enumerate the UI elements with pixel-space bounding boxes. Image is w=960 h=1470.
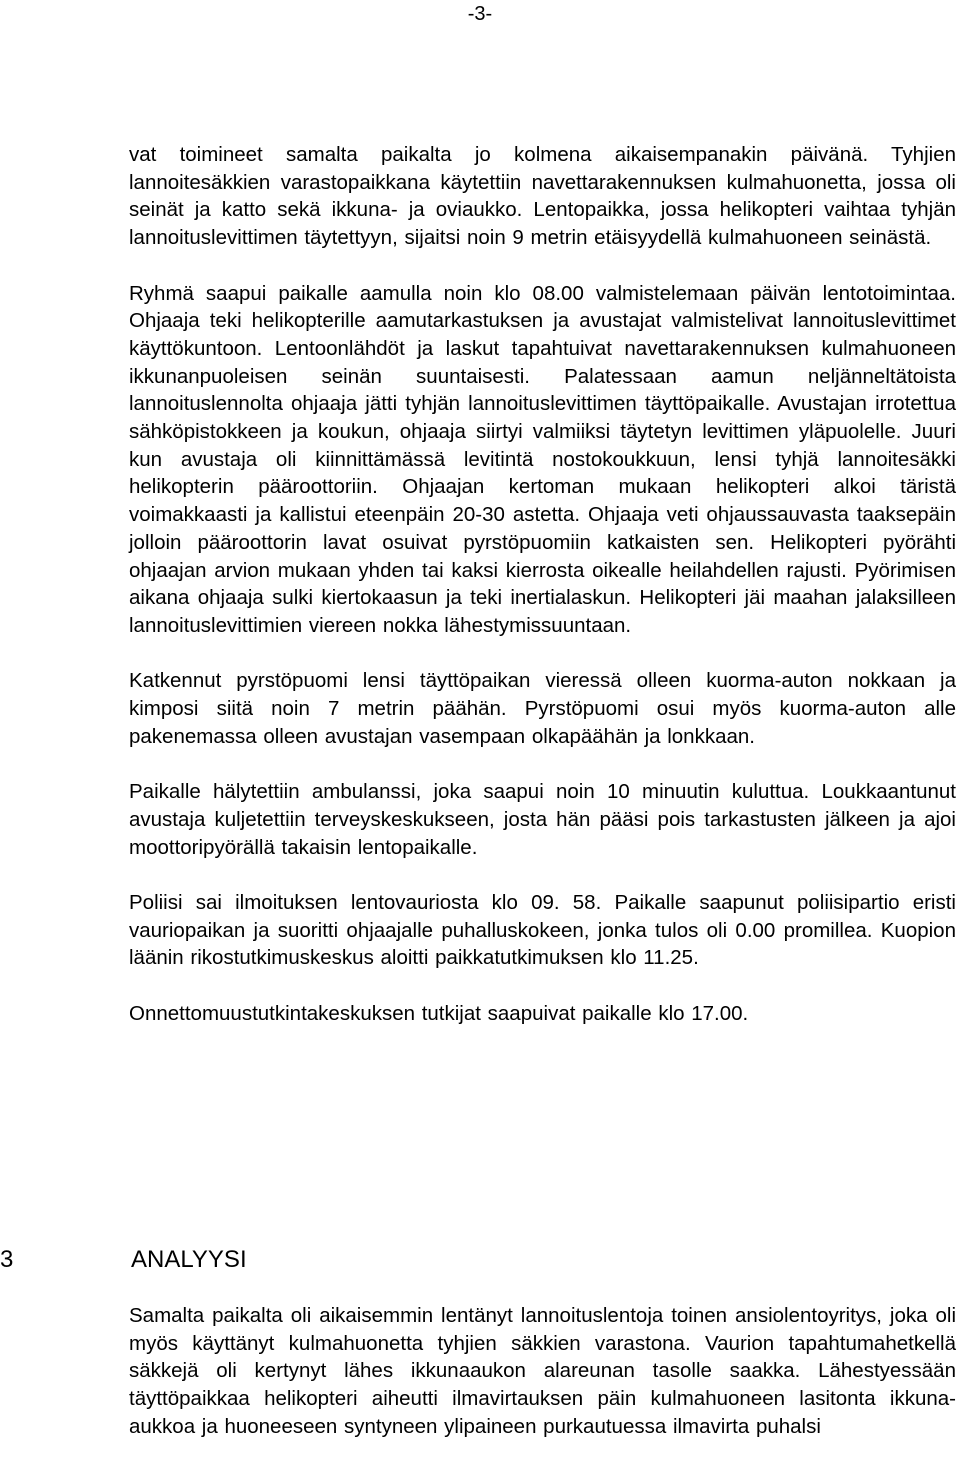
- page-number: -3-: [467, 3, 493, 25]
- paragraph-gap: [129, 640, 956, 668]
- paragraph-gap: [129, 972, 956, 1000]
- paragraph-gap: [129, 252, 956, 280]
- section-title: ANALYYSI: [131, 1246, 247, 1273]
- analysis-text: [129, 1302, 956, 1441]
- section-heading: [0, 1244, 960, 1276]
- paragraph-gap: [129, 861, 956, 889]
- paragraph-investigators: Onnettomuustutkintakeskuksen tutkijat saapuivat paikalle klo 17.00.: [129, 1001, 749, 1025]
- paragraph-gap: [129, 750, 956, 778]
- paragraph-ambulance: Paikalle hälytettiin ambulanssi, joka saapui noin 10 minuutin kuluttua. Loukkaantunut avustaja kuljetettiin terveyskeskukseen, josta hän pääsi pois tarkastusten jälkeen ja ajoi moottoripyörällä takaisin lentopaikalle.: [129, 780, 956, 859]
- paragraph-tail-boom: Katkennut pyrstöpuomi lensi täyttöpaikan vieressä olleen kuorma-auton nokkaan ja kimposi siitä noin 7 metrin päähän. Pyrstöpuomi osui myös kuorma-auton alle pakenemassa olleen avustajan vasempaan olkapäähän ja lonkkaan.: [129, 669, 956, 748]
- paragraph-police: Poliisi sai ilmoituksen lentovauriosta klo 09. 58. Paikalle saapunut poliisipartio eristi vauriopaikan ja suoritti ohjaajalle puhalluskokeen, jonka tulos oli 0.00 promillea. Kuopion läänin rikostutkimuskeskus aloitti paikkatutkimuksen klo 11.25.: [129, 890, 956, 970]
- section-number: 3: [0, 1246, 14, 1273]
- paragraph-ground-operations: vat toimineet samalta paikalta jo kolmena aikaisempanakin päivänä. Tyhjien lannoitesäkkien varastopaikkana käytettiin navettarakennuksen kulmahuonetta, jossa oli seinät ja katto sekä ikkuna- ja oviaukko. Lentopaikka, jossa helikopteri vaihtaa tyhjän lannoituslevittimen täytettyyn, sijaitsi noin 9 metrin etäisyydellä kulmahuoneen seinästä.: [129, 143, 956, 250]
- body-text: [129, 141, 956, 1027]
- paragraph-accident-sequence: Ryhmä saapui paikalle aamulla noin klo 08.00 valmistelemaan päivän lentotoimintaa. Ohjaaja teki helikopterille aamutarkastuksen ja avustajat valmistelivat lannoituslevittimet käyttökuntoon. Lentoonlähdöt ja laskut tapahtuivat navettarakennuksen kulmahuoneen ikkunanpuoleisen seinän suuntaisesti. Palatessaan aamun neljänneltätoista lannoituslennolta ohjaaja jätti tyhjän lannoituslevittimen täyttöpaikalle. Avustajan irrotettua sähköpistokkeen ja koukun, ohjaaja siirtyi valmiiksi täytetyn levittimen yläpuolelle. Juuri kun avustaja oli kiinnittämässä levitintä nostokoukkuun, lensi tyhjä lannoitesäkki helikopterin pääroottoriin. Ohjaajan kertoman mukaan helikopteri alkoi täristä voimakkaasti ja kallistui eteenpäin 20-30 astetta. Ohjaaja veti ohjaussauvasta taaksepäin jolloin pääroottorin lavat osuivat pyrstöpuomiin katkaisten sen. Helikopteri pyörähti ohjaajan arvion mukaan yhden tai kaksi kierrosta oikealle heilahdellen rajusti. Pyörimisen aikana ohjaaja sulki kiertokaasun ja teki inertialaskun. Helikopteri jäi maahan jalaksilleen lannoituslevittimien viereen nokka lähestymissuuntaan.: [129, 281, 956, 637]
- paragraph-analysis: Samalta paikalta oli aikaisemmin lentänyt lannoituslentoja toinen ansiolentoyritys, joka oli myös käyttänyt kulmahuonetta tyhjien säkkien varastona. Vaurion tapahtumahetkellä säkkejä oli kertynyt lähes ikkunaaukon alareunan tasolle saakka. Lähestyessään täyttöpaikkaa helikopteri aiheutti ilmavirtauksen päin kulmahuoneen lasitonta ikkuna-aukkoa ja huoneeseen syntyneen ylipaineen purkautuessa ilmavirta puhalsi: [129, 1304, 956, 1438]
